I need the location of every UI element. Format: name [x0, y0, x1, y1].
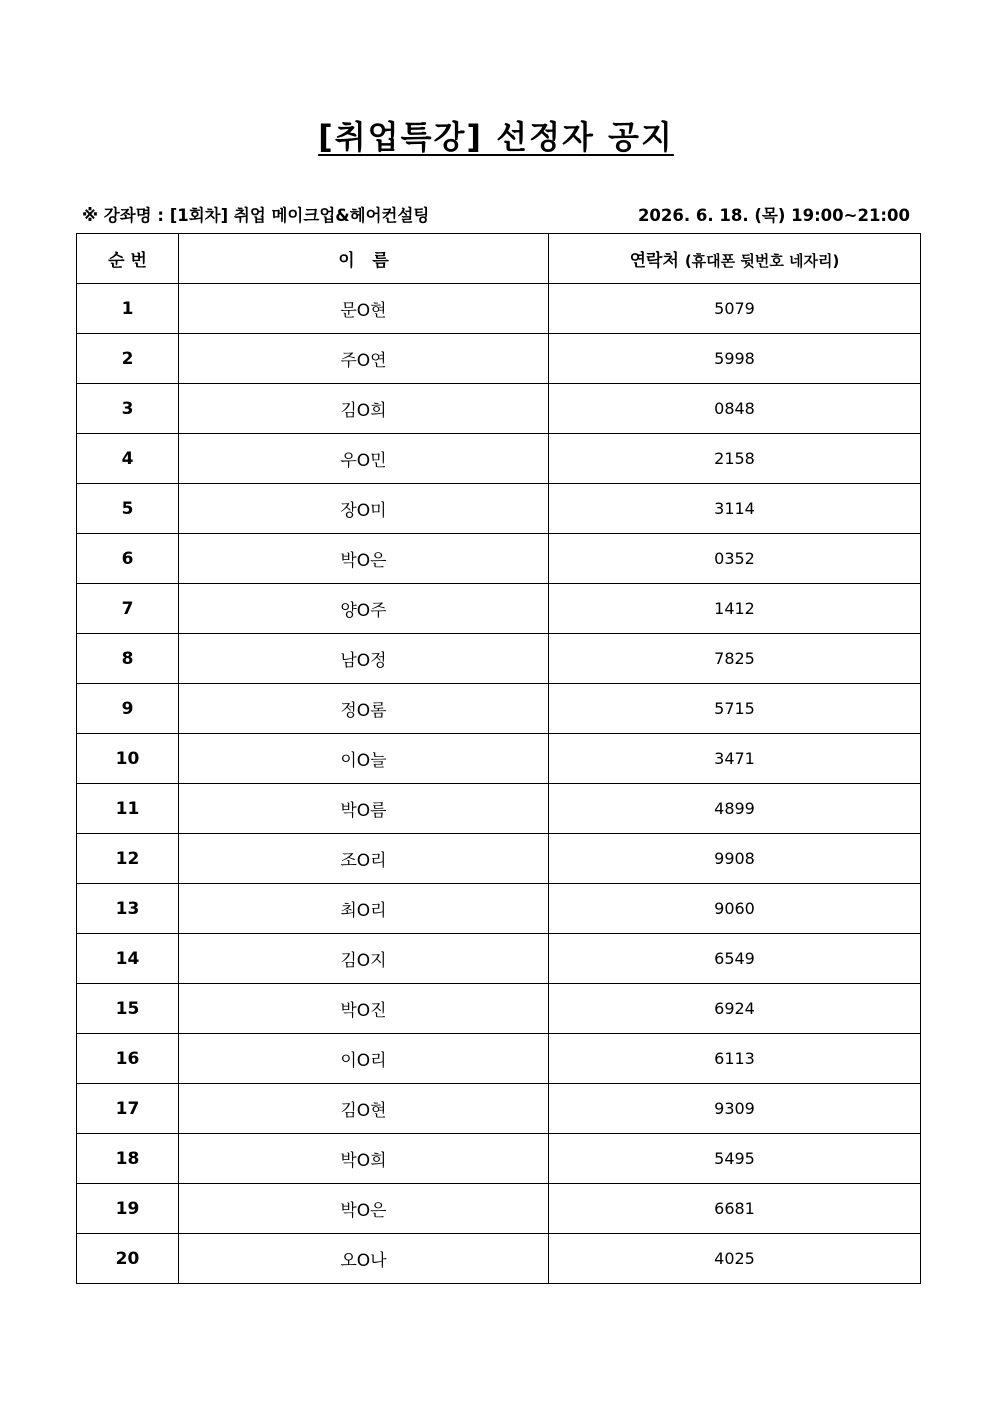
table-row: [77, 284, 921, 334]
row-phone: 6924: [549, 984, 921, 1034]
row-phone: 2158: [549, 434, 921, 484]
row-phone: 5495: [549, 1134, 921, 1184]
table-row: [77, 334, 921, 384]
row-phone: 3471: [549, 734, 921, 784]
row-phone: 6681: [549, 1184, 921, 1234]
row-name: 이O늘: [179, 734, 549, 784]
course-datetime: 2026. 6. 18. (목) 19:00~21:00: [637, 206, 910, 225]
table-row: [77, 934, 921, 984]
row-number: 1: [77, 284, 179, 334]
table-row: [77, 484, 921, 534]
row-name: 박O진: [179, 984, 549, 1034]
row-number: 3: [77, 384, 179, 434]
row-phone: 9060: [549, 884, 921, 934]
row-number: 18: [77, 1134, 179, 1184]
table-row: [77, 984, 921, 1034]
row-phone: 6113: [549, 1034, 921, 1084]
row-number: 16: [77, 1034, 179, 1084]
header-name: 이 름: [179, 234, 549, 284]
table-row: [77, 1034, 921, 1084]
row-number: 9: [77, 684, 179, 734]
row-number: 13: [77, 884, 179, 934]
table-row: [77, 634, 921, 684]
title-text: [취업특강] 선정자 공지: [318, 118, 674, 156]
table-header-row: [77, 234, 921, 284]
row-number: 11: [77, 784, 179, 834]
table-row: [77, 1234, 921, 1284]
row-number: 8: [77, 634, 179, 684]
row-phone: 0848: [549, 384, 921, 434]
row-phone: 9309: [549, 1084, 921, 1134]
header-no: 순 번: [77, 234, 179, 284]
table-row: [77, 1184, 921, 1234]
row-name: 오O나: [179, 1234, 549, 1284]
header-contact-label: 연락처: [629, 251, 679, 271]
row-name: 이O리: [179, 1034, 549, 1084]
row-phone: 9908: [549, 834, 921, 884]
row-name: 박O름: [179, 784, 549, 834]
row-phone: 6549: [549, 934, 921, 984]
row-number: 20: [77, 1234, 179, 1284]
course-info-row: [82, 202, 910, 228]
row-phone: 4899: [549, 784, 921, 834]
row-phone: 1412: [549, 584, 921, 634]
row-phone: 5079: [549, 284, 921, 334]
table-row: [77, 584, 921, 634]
row-number: 6: [77, 534, 179, 584]
header-contact: [549, 234, 921, 284]
row-phone: 3114: [549, 484, 921, 534]
row-name: 문O현: [179, 284, 549, 334]
row-name: 김O지: [179, 934, 549, 984]
table-row: [77, 734, 921, 784]
row-phone: 0352: [549, 534, 921, 584]
row-name: 최O리: [179, 884, 549, 934]
table-row: [77, 1134, 921, 1184]
table-row: [77, 784, 921, 834]
row-name: 박O은: [179, 534, 549, 584]
row-number: 4: [77, 434, 179, 484]
row-name: 정O롬: [179, 684, 549, 734]
table-row: [77, 534, 921, 584]
page-title: [0, 112, 992, 158]
row-number: 7: [77, 584, 179, 634]
row-phone: 7825: [549, 634, 921, 684]
table-row: [77, 384, 921, 434]
row-name: 주O연: [179, 334, 549, 384]
row-number: 19: [77, 1184, 179, 1234]
row-number: 5: [77, 484, 179, 534]
row-name: 김O희: [179, 384, 549, 434]
row-name: 우O민: [179, 434, 549, 484]
row-name: 양O주: [179, 584, 549, 634]
row-number: 14: [77, 934, 179, 984]
row-phone: 5715: [549, 684, 921, 734]
row-phone: 5998: [549, 334, 921, 384]
row-number: 2: [77, 334, 179, 384]
course-name: ※ 강좌명 : [1회차] 취업 메이크업&헤어컨설팅: [82, 206, 430, 225]
selected-participants-table: [76, 233, 921, 1284]
row-name: 김O현: [179, 1084, 549, 1134]
row-phone: 4025: [549, 1234, 921, 1284]
row-name: 박O희: [179, 1134, 549, 1184]
row-number: 12: [77, 834, 179, 884]
table-row: [77, 884, 921, 934]
row-name: 남O정: [179, 634, 549, 684]
row-name: 조O리: [179, 834, 549, 884]
table-row: [77, 684, 921, 734]
row-number: 15: [77, 984, 179, 1034]
header-contact-note: (휴대폰 뒷번호 네자리): [684, 252, 840, 270]
table-body: [77, 284, 921, 1284]
table-row: [77, 1084, 921, 1134]
table-row: [77, 834, 921, 884]
row-number: 17: [77, 1084, 179, 1134]
table-row: [77, 434, 921, 484]
row-name: 장O미: [179, 484, 549, 534]
row-name: 박O은: [179, 1184, 549, 1234]
row-number: 10: [77, 734, 179, 784]
